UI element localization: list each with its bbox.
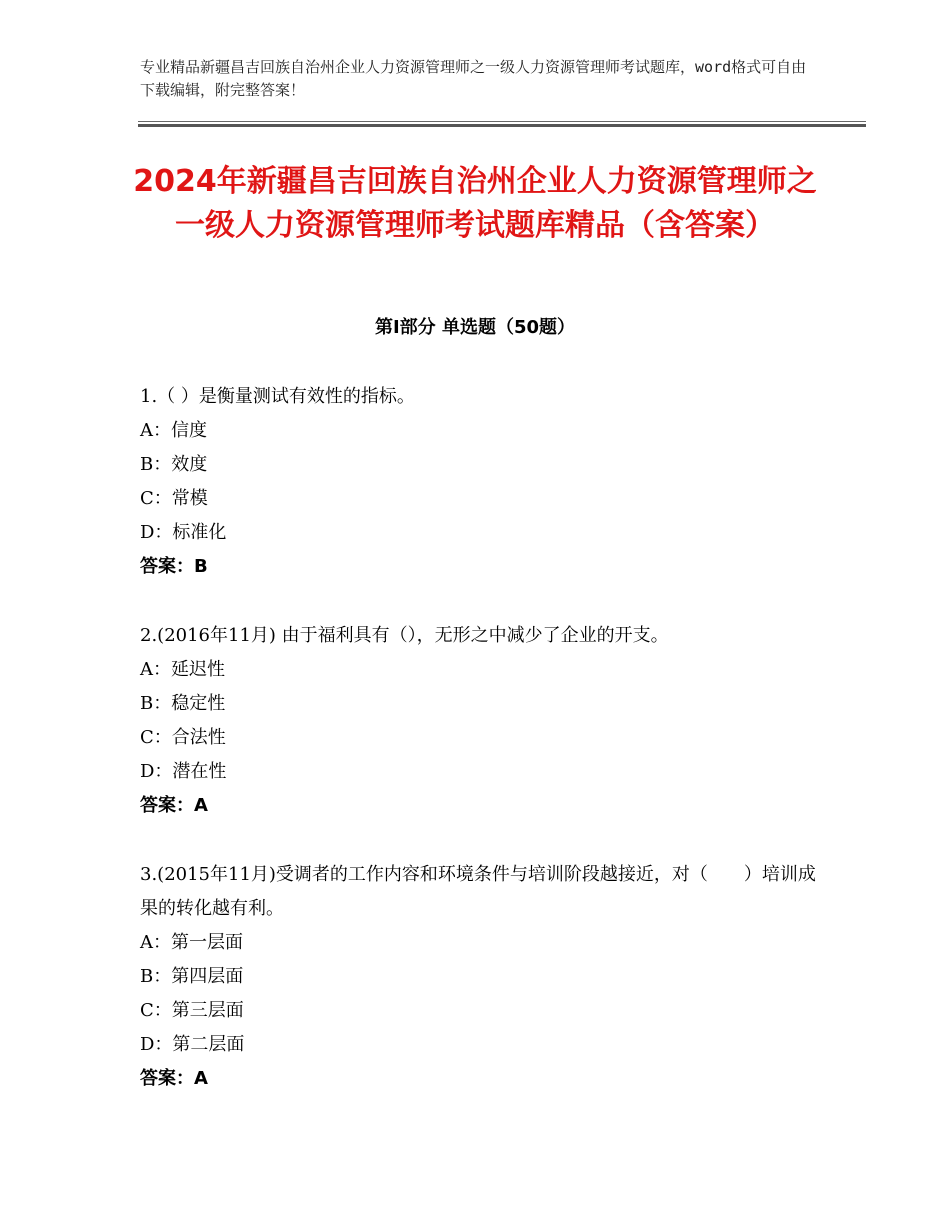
option-a: A：第一层面	[140, 932, 243, 953]
option-d: D：标准化	[140, 522, 227, 543]
question-stem: 3.(2015年11月)受调者的工作内容和环境条件与培训阶段越接近，对（ ）培训成果的转化越有利。	[140, 864, 816, 919]
option-a: A：信度	[140, 420, 207, 441]
option-c: C：合法性	[140, 727, 226, 748]
option-d: D：第二层面	[140, 1034, 245, 1055]
header-note: 专业精品新疆昌吉回族自治州企业人力资源管理师之一级人力资源管理师考试题库，word格式可自由下载编辑，附完整答案！	[140, 58, 807, 99]
section-heading: 第Ⅰ部分 单选题（50题）	[374, 317, 575, 338]
question-stem: 2.(2016年11月) 由于福利具有（），无形之中减少了企业的开支。	[140, 625, 669, 646]
document-title: 2024年新疆昌吉回族自治州企业人力资源管理师之一级人力资源管理师考试题库精品（含答案）	[133, 164, 817, 243]
question-stem: 1.（ ）是衡量测试有效性的指标。	[140, 386, 415, 407]
question-block	[140, 858, 820, 1096]
option-a: A：延迟性	[140, 659, 225, 680]
option-c: C：常模	[140, 488, 208, 509]
option-b: B：效度	[140, 454, 208, 475]
option-b: B：第四层面	[140, 966, 244, 987]
option-c: C：第三层面	[140, 1000, 244, 1021]
option-b: B：稳定性	[140, 693, 226, 714]
answer: 答案：B	[140, 556, 208, 577]
question-block	[140, 380, 820, 584]
header-divider-thick	[138, 124, 866, 127]
question-block	[140, 619, 820, 823]
option-d: D：潜在性	[140, 761, 227, 782]
header-divider-thin	[138, 121, 866, 122]
answer: 答案：A	[140, 1068, 208, 1089]
answer: 答案：A	[140, 795, 208, 816]
